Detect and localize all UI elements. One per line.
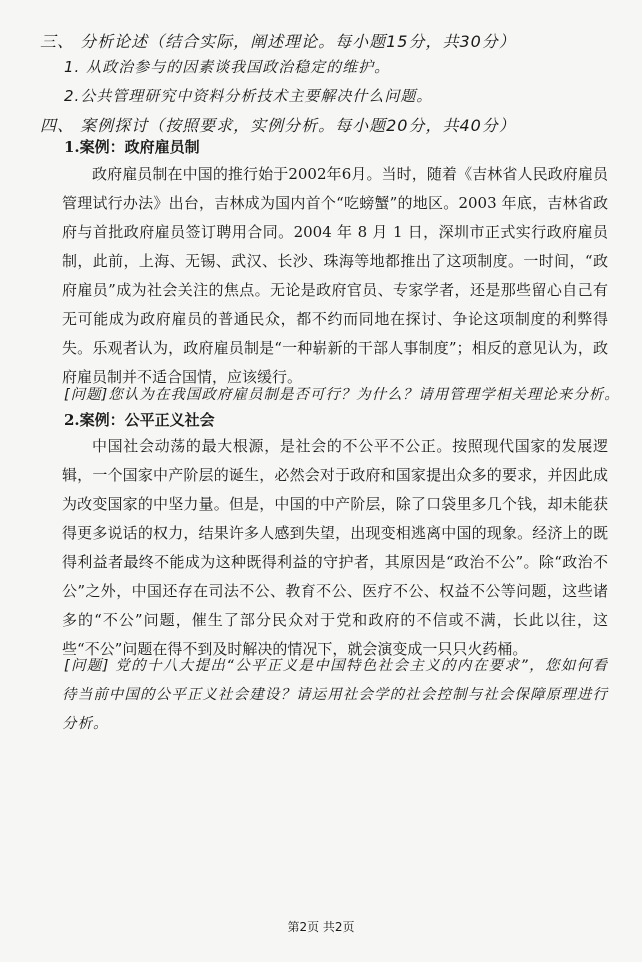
case2-body: 中国社会动荡的最大根源，是社会的不公平不公正。按照现代国家的发展逻辑，一个国家中产阶层的诞生，必然会对于政府和国家提出众多的要求，并因此成为改变国家的中坚力量。但是，中国的中产阶层，除了口袋里多几个钱，却未能获得更多说话的权力，结果许多人感到失望，出现变相逃离中国的现象。经济上的既得利益者最终不能成为这种既得利益的守护者，其原因是“政治不公”。除“政治不公”之外，中国还存在司法不公、教育不公、医疗不公、权益不公等问题，这些诸多的“不公”问题，催生了部分民众对于党和政府的不信或不满，长此以往，这些“不公”问题在得不到及时解决的情况下，就会演变成一只只火药桶。 (62, 437, 608, 658)
case2-question: [问题] 党的十八大提出“公平正义是中国特色社会主义的内在要求”，您如何看待当前中国的公平正义社会建设？请运用社会学的社会控制与社会保障原理进行分析。 (62, 658, 608, 732)
section3-question-1: 1. 从政治参与的因素谈我国政治稳定的维护。 (64, 58, 391, 76)
page-footer: 第2页 共2页 (287, 920, 355, 934)
case1-title: 1.案例：政府雇员制 (64, 138, 200, 156)
case2-title: 2.案例：公平正义社会 (64, 411, 215, 429)
section4-heading: 四、 案例探讨（按照要求，实例分析。每小题20分，共40分） (40, 116, 516, 135)
section3-question-2: 2.公共管理研究中资料分析技术主要解决什么问题。 (64, 87, 433, 105)
section3-heading: 三、 分析论述（结合实际，阐述理论。每小题15分，共30分） (40, 32, 516, 51)
case1-body: 政府雇员制在中国的推行始于2002年6月。当时，随着《吉林省人民政府雇员管理试行办法》出台，吉林成为国内首个“吃螃蟹”的地区。2003 年底，吉林省政府与首批政府雇员签订聘用合同。2004 年 8 月 1 日，深圳市正式实行政府雇员制，此前，上海、无锡、武汉、长沙、珠海等地都推出了这项制度。一时间，“政府雇员”成为社会关注的焦点。无论是政府官员、专家学者，还是那些留心自己有无可能成为政府雇员的普通民众，都不约而同地在探讨、争论这项制度的利弊得失。乐观者认为，政府雇员制是“一种崭新的干部人事制度”；相反的意见认为，政府雇员制并不适合国情，应该缓行。 (62, 165, 608, 386)
case1-question: [问题]您认为在我国政府雇员制是否可行？为什么？请用管理学相关理论来分析。 (64, 387, 620, 403)
